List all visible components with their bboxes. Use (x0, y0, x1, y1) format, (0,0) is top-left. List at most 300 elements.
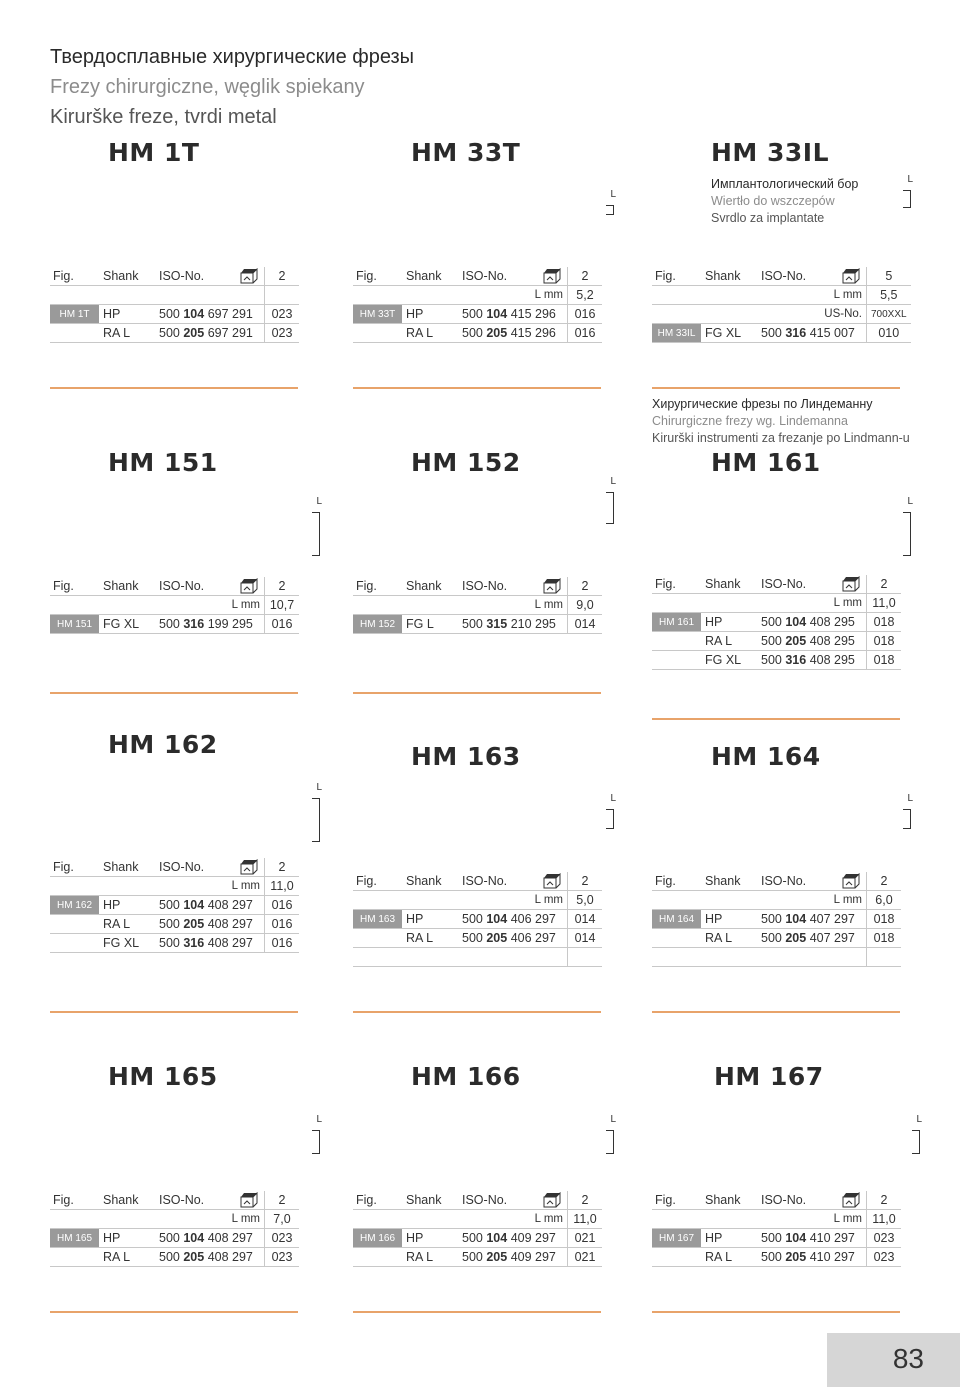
description-line: Имплантологический бор (711, 177, 859, 191)
bracket-line (910, 512, 911, 556)
empty-cell (701, 1210, 757, 1229)
col-pack-icon (838, 575, 867, 594)
length-unit: L mm (757, 1210, 867, 1229)
col-iso: ISO-No. (155, 267, 236, 286)
col-shank: Shank (402, 577, 458, 596)
section-divider (50, 387, 298, 389)
empty-cell (353, 948, 402, 967)
iso-part-c: 210 295 (510, 617, 556, 631)
product-title: HM 164 (711, 742, 821, 771)
shank-type: FG L (402, 615, 458, 634)
spec-table (652, 1191, 901, 1267)
bracket-top (606, 205, 614, 206)
iso-part-a: 500 (462, 617, 483, 631)
figure-label: HM 152 (353, 615, 402, 634)
package-unit-icon (543, 578, 563, 594)
col-fig: Fig. (652, 575, 701, 594)
iso-part-a: 500 (159, 1250, 180, 1264)
col-size: 2 (265, 1191, 300, 1210)
bracket-bottom (606, 214, 614, 215)
col-pack-icon (539, 1191, 568, 1210)
section-divider (652, 718, 900, 720)
spec-table (353, 1191, 602, 1267)
empty-row (353, 948, 602, 967)
empty-cell (236, 286, 265, 305)
length-label: L (316, 782, 322, 793)
spec-row (50, 896, 299, 915)
shank-type: FG XL (99, 615, 155, 634)
iso-part-a: 500 (159, 917, 180, 931)
product-title: HM 162 (108, 730, 218, 759)
bracket-top (912, 1130, 920, 1131)
bracket-bottom (312, 555, 320, 556)
length-bracket (600, 793, 616, 829)
bracket-bottom (912, 1153, 920, 1154)
empty-cell (353, 596, 402, 615)
spec-row (652, 613, 901, 632)
iso-part-c: 410 297 (809, 1231, 855, 1245)
col-size: 2 (568, 1191, 603, 1210)
length-unit: L mm (155, 596, 265, 615)
iso-part-b: 316 (183, 617, 205, 631)
length-value: 11,0 (867, 1210, 902, 1229)
bracket-top (903, 190, 911, 191)
col-iso: ISO-No. (458, 872, 539, 891)
spec-header-row (353, 267, 602, 286)
size-value: 023 (265, 1248, 300, 1267)
empty-cell (50, 596, 99, 615)
figure-label: HM 163 (353, 910, 402, 929)
package-unit-icon (842, 268, 862, 284)
spec-row (652, 632, 901, 651)
col-pack-icon (838, 1191, 867, 1210)
iso-part-a: 500 (159, 936, 180, 950)
bracket-line (319, 798, 320, 842)
empty-cell (353, 286, 402, 305)
iso-part-a: 500 (761, 326, 782, 340)
page-header (50, 42, 414, 132)
length-label: L (610, 793, 616, 804)
iso-part-c: 406 297 (510, 912, 556, 926)
iso-part-b: 315 (486, 617, 508, 631)
empty-cell (757, 948, 867, 967)
shank-type: HP (402, 910, 458, 929)
length-bracket (897, 496, 913, 556)
spec-row (50, 305, 299, 324)
spec-table (652, 872, 901, 967)
col-size: 2 (265, 577, 300, 596)
empty-cell (265, 286, 300, 305)
iso-part-b: 205 (785, 931, 807, 945)
empty-cell (652, 594, 701, 613)
bracket-line (613, 809, 614, 829)
shank-type: FG XL (99, 934, 155, 953)
col-shank: Shank (99, 577, 155, 596)
iso-part-a: 500 (761, 1250, 782, 1264)
iso-number (155, 896, 265, 915)
empty-cell (50, 877, 99, 896)
length-label: L (610, 189, 616, 200)
iso-part-a: 500 (761, 912, 782, 926)
col-pack-icon (236, 1191, 265, 1210)
col-fig: Fig. (652, 872, 701, 891)
length-row (652, 891, 901, 910)
spec-row (50, 915, 299, 934)
iso-number (155, 324, 265, 343)
length-label: L (316, 496, 322, 507)
bracket-bottom (903, 555, 911, 556)
empty-cell (652, 948, 701, 967)
spec-row (353, 929, 602, 948)
length-row (50, 286, 299, 305)
iso-part-a: 500 (761, 615, 782, 629)
figure-label (652, 632, 701, 651)
col-fig: Fig. (353, 872, 402, 891)
col-size: 2 (568, 267, 603, 286)
col-pack-icon (236, 577, 265, 596)
col-fig: Fig. (50, 858, 99, 877)
spec-table (50, 577, 299, 634)
length-unit: L mm (458, 286, 568, 305)
bracket-top (606, 1130, 614, 1131)
iso-number (155, 305, 265, 324)
empty-cell (50, 286, 99, 305)
spec-header-row (652, 1191, 901, 1210)
size-value: 023 (867, 1248, 902, 1267)
iso-part-a: 500 (159, 307, 180, 321)
bracket-top (606, 809, 614, 810)
iso-part-c: 415 007 (809, 326, 855, 340)
spec-row (50, 1248, 299, 1267)
figure-label (50, 1248, 99, 1267)
length-label: L (907, 174, 913, 185)
size-value: 018 (867, 929, 902, 948)
bracket-top (903, 809, 911, 810)
bracket-line (613, 1130, 614, 1154)
spec-table (50, 1191, 299, 1267)
iso-part-a: 500 (761, 653, 782, 667)
figure-label: HM 33IL (652, 324, 701, 343)
col-iso: ISO-No. (155, 858, 236, 877)
iso-number (458, 305, 568, 324)
size-value: 021 (568, 1229, 603, 1248)
iso-part-c: 407 297 (809, 931, 855, 945)
col-shank: Shank (402, 872, 458, 891)
length-value: 7,0 (265, 1210, 300, 1229)
length-bracket (600, 476, 616, 524)
figure-label (50, 934, 99, 953)
col-fig: Fig. (353, 267, 402, 286)
figure-label: HM 151 (50, 615, 99, 634)
description-line: Kirurški instrumenti za frezanje po Lindmann-u (652, 431, 910, 445)
iso-part-c: 199 295 (207, 617, 253, 631)
empty-cell (155, 286, 236, 305)
size-value: 021 (568, 1248, 603, 1267)
col-shank: Shank (99, 858, 155, 877)
empty-cell (568, 948, 603, 967)
figure-label: HM 165 (50, 1229, 99, 1248)
spec-row (652, 929, 901, 948)
iso-number (458, 1248, 568, 1267)
iso-part-b: 104 (183, 1231, 205, 1245)
size-value: 016 (265, 934, 300, 953)
size-value: 016 (265, 915, 300, 934)
iso-part-b: 104 (486, 912, 508, 926)
spec-row (652, 651, 901, 670)
iso-part-a: 500 (462, 307, 483, 321)
shank-type: RA L (402, 324, 458, 343)
product-title: HM 152 (411, 448, 521, 477)
iso-number (458, 929, 568, 948)
package-unit-icon (543, 268, 563, 284)
iso-part-a: 500 (761, 931, 782, 945)
section-divider (353, 692, 601, 694)
col-shank: Shank (701, 267, 757, 286)
col-size: 2 (867, 575, 902, 594)
iso-part-c: 408 297 (207, 898, 253, 912)
iso-part-b: 104 (486, 307, 508, 321)
iso-part-b: 205 (183, 326, 205, 340)
col-iso: ISO-No. (458, 1191, 539, 1210)
size-value: 018 (867, 613, 902, 632)
empty-cell (652, 891, 701, 910)
spec-header-row (652, 267, 911, 286)
package-unit-icon (240, 578, 260, 594)
figure-label (652, 651, 701, 670)
iso-number (757, 324, 867, 343)
spec-table (50, 267, 299, 343)
spec-row (353, 1248, 602, 1267)
length-row (652, 1210, 901, 1229)
spec-table (353, 872, 602, 967)
bracket-top (903, 512, 911, 513)
size-value: 018 (867, 632, 902, 651)
length-row (652, 286, 911, 305)
package-unit-icon (543, 873, 563, 889)
size-value: 016 (568, 324, 603, 343)
col-size: 5 (867, 267, 911, 286)
iso-part-b: 104 (183, 307, 205, 321)
size-value: 016 (568, 305, 603, 324)
iso-part-a: 500 (462, 326, 483, 340)
empty-cell (402, 891, 458, 910)
col-fig: Fig. (353, 1191, 402, 1210)
empty-cell (701, 594, 757, 613)
iso-part-b: 316 (183, 936, 205, 950)
iso-part-c: 406 297 (510, 931, 556, 945)
empty-cell (99, 596, 155, 615)
bracket-bottom (903, 207, 911, 208)
length-row (50, 596, 299, 615)
iso-part-a: 500 (159, 1231, 180, 1245)
size-value: 023 (265, 305, 300, 324)
length-row (50, 1210, 299, 1229)
length-bracket (906, 1114, 922, 1154)
spec-table (353, 577, 602, 634)
figure-label: HM 166 (353, 1229, 402, 1248)
header-title-pl: Frezy chirurgiczne, węglik spiekany (50, 76, 365, 98)
empty-cell (701, 305, 757, 324)
section-divider (50, 692, 298, 694)
col-pack-icon (236, 858, 265, 877)
length-label: L (610, 1114, 616, 1125)
spec-row (353, 324, 602, 343)
length-row (353, 596, 602, 615)
shank-type: HP (99, 305, 155, 324)
package-unit-icon (842, 576, 862, 592)
length-value: 10,7 (265, 596, 300, 615)
section-divider (50, 1311, 298, 1313)
figure-label (50, 324, 99, 343)
product-title: HM 33IL (711, 138, 830, 167)
iso-part-a: 500 (159, 617, 180, 631)
iso-number (155, 1229, 265, 1248)
col-fig: Fig. (50, 267, 99, 286)
length-label: L (610, 476, 616, 487)
bracket-line (319, 512, 320, 556)
iso-part-a: 500 (159, 326, 180, 340)
bracket-bottom (903, 828, 911, 829)
iso-number (757, 929, 867, 948)
iso-number (155, 915, 265, 934)
iso-number (757, 613, 867, 632)
col-size: 2 (265, 267, 300, 286)
length-unit: L mm (155, 877, 265, 896)
col-size: 2 (265, 858, 300, 877)
col-size: 2 (568, 577, 603, 596)
figure-label: HM 161 (652, 613, 701, 632)
col-pack-icon (539, 872, 568, 891)
description-line: Chirurgiczne frezy wg. Lindemanna (652, 414, 848, 428)
section-divider (652, 1311, 900, 1313)
shank-type: RA L (701, 929, 757, 948)
spec-row (50, 615, 299, 634)
col-shank: Shank (402, 1191, 458, 1210)
col-pack-icon (236, 267, 265, 286)
product-title: HM 167 (714, 1062, 824, 1091)
spec-table (652, 575, 901, 670)
size-value: 014 (568, 615, 603, 634)
iso-part-b: 104 (486, 1231, 508, 1245)
iso-part-b: 316 (785, 653, 807, 667)
figure-label (50, 915, 99, 934)
iso-part-b: 104 (785, 615, 807, 629)
col-iso: ISO-No. (458, 267, 539, 286)
col-shank: Shank (701, 575, 757, 594)
bracket-bottom (606, 828, 614, 829)
empty-cell (99, 286, 155, 305)
empty-cell (652, 286, 701, 305)
header-title-hr: Kirurške freze, tvrdi metal (50, 106, 277, 128)
page-number: 83 (892, 1343, 924, 1374)
col-iso: ISO-No. (757, 267, 838, 286)
length-unit: L mm (458, 891, 568, 910)
empty-cell (99, 877, 155, 896)
length-unit: L mm (757, 594, 867, 613)
spec-row (652, 910, 901, 929)
col-shank: Shank (99, 267, 155, 286)
iso-part-c: 415 296 (510, 307, 556, 321)
iso-part-a: 500 (462, 931, 483, 945)
iso-part-b: 205 (486, 931, 508, 945)
spec-row (50, 934, 299, 953)
bracket-top (606, 492, 614, 493)
product-title: HM 166 (411, 1062, 521, 1091)
shank-type: HP (701, 613, 757, 632)
length-bracket (600, 189, 616, 215)
package-unit-icon (240, 859, 260, 875)
length-value: 5,2 (568, 286, 603, 305)
product-title: HM 1T (108, 138, 200, 167)
col-size: 2 (867, 1191, 902, 1210)
spec-header-row (50, 577, 299, 596)
shank-type: HP (701, 1229, 757, 1248)
iso-number (757, 1248, 867, 1267)
shank-type: RA L (99, 915, 155, 934)
product-title: HM 163 (411, 742, 521, 771)
length-bracket (600, 1114, 616, 1154)
iso-number (458, 615, 568, 634)
iso-part-c: 410 297 (809, 1250, 855, 1264)
section-divider (652, 1011, 900, 1013)
iso-part-c: 408 297 (207, 917, 253, 931)
spec-row (353, 910, 602, 929)
section-divider (50, 1011, 298, 1013)
iso-part-c: 697 291 (207, 326, 253, 340)
shank-type: HP (99, 896, 155, 915)
package-unit-icon (842, 1192, 862, 1208)
iso-part-a: 500 (462, 912, 483, 926)
col-shank: Shank (402, 267, 458, 286)
spec-row (652, 1248, 901, 1267)
size-value: 010 (867, 324, 911, 343)
length-value: 11,0 (568, 1210, 603, 1229)
product-title: HM 161 (711, 448, 821, 477)
empty-cell (701, 948, 757, 967)
empty-cell (353, 891, 402, 910)
figure-label: HM 162 (50, 896, 99, 915)
length-bracket (306, 496, 322, 556)
iso-part-c: 415 296 (510, 326, 556, 340)
bracket-top (312, 798, 320, 799)
package-unit-icon (543, 1192, 563, 1208)
empty-cell (867, 948, 902, 967)
spec-header-row (50, 1191, 299, 1210)
iso-number (757, 1229, 867, 1248)
shank-type: RA L (99, 324, 155, 343)
col-iso: ISO-No. (458, 577, 539, 596)
empty-row (652, 948, 901, 967)
length-value: 6,0 (867, 891, 902, 910)
shank-type: HP (402, 305, 458, 324)
col-pack-icon (539, 267, 568, 286)
length-bracket (306, 1114, 322, 1154)
iso-part-a: 500 (761, 634, 782, 648)
iso-part-b: 205 (183, 1250, 205, 1264)
bracket-top (312, 1130, 320, 1131)
col-iso: ISO-No. (155, 577, 236, 596)
empty-cell (50, 1210, 99, 1229)
size-value: 018 (867, 910, 902, 929)
bracket-bottom (312, 1153, 320, 1154)
spec-header-row (353, 872, 602, 891)
iso-part-b: 104 (183, 898, 205, 912)
iso-part-c: 408 295 (809, 634, 855, 648)
header-title-ru: Твердосплавные хирургические фрезы (50, 46, 415, 68)
empty-cell (353, 1210, 402, 1229)
iso-part-c: 408 295 (809, 615, 855, 629)
length-row (50, 877, 299, 896)
